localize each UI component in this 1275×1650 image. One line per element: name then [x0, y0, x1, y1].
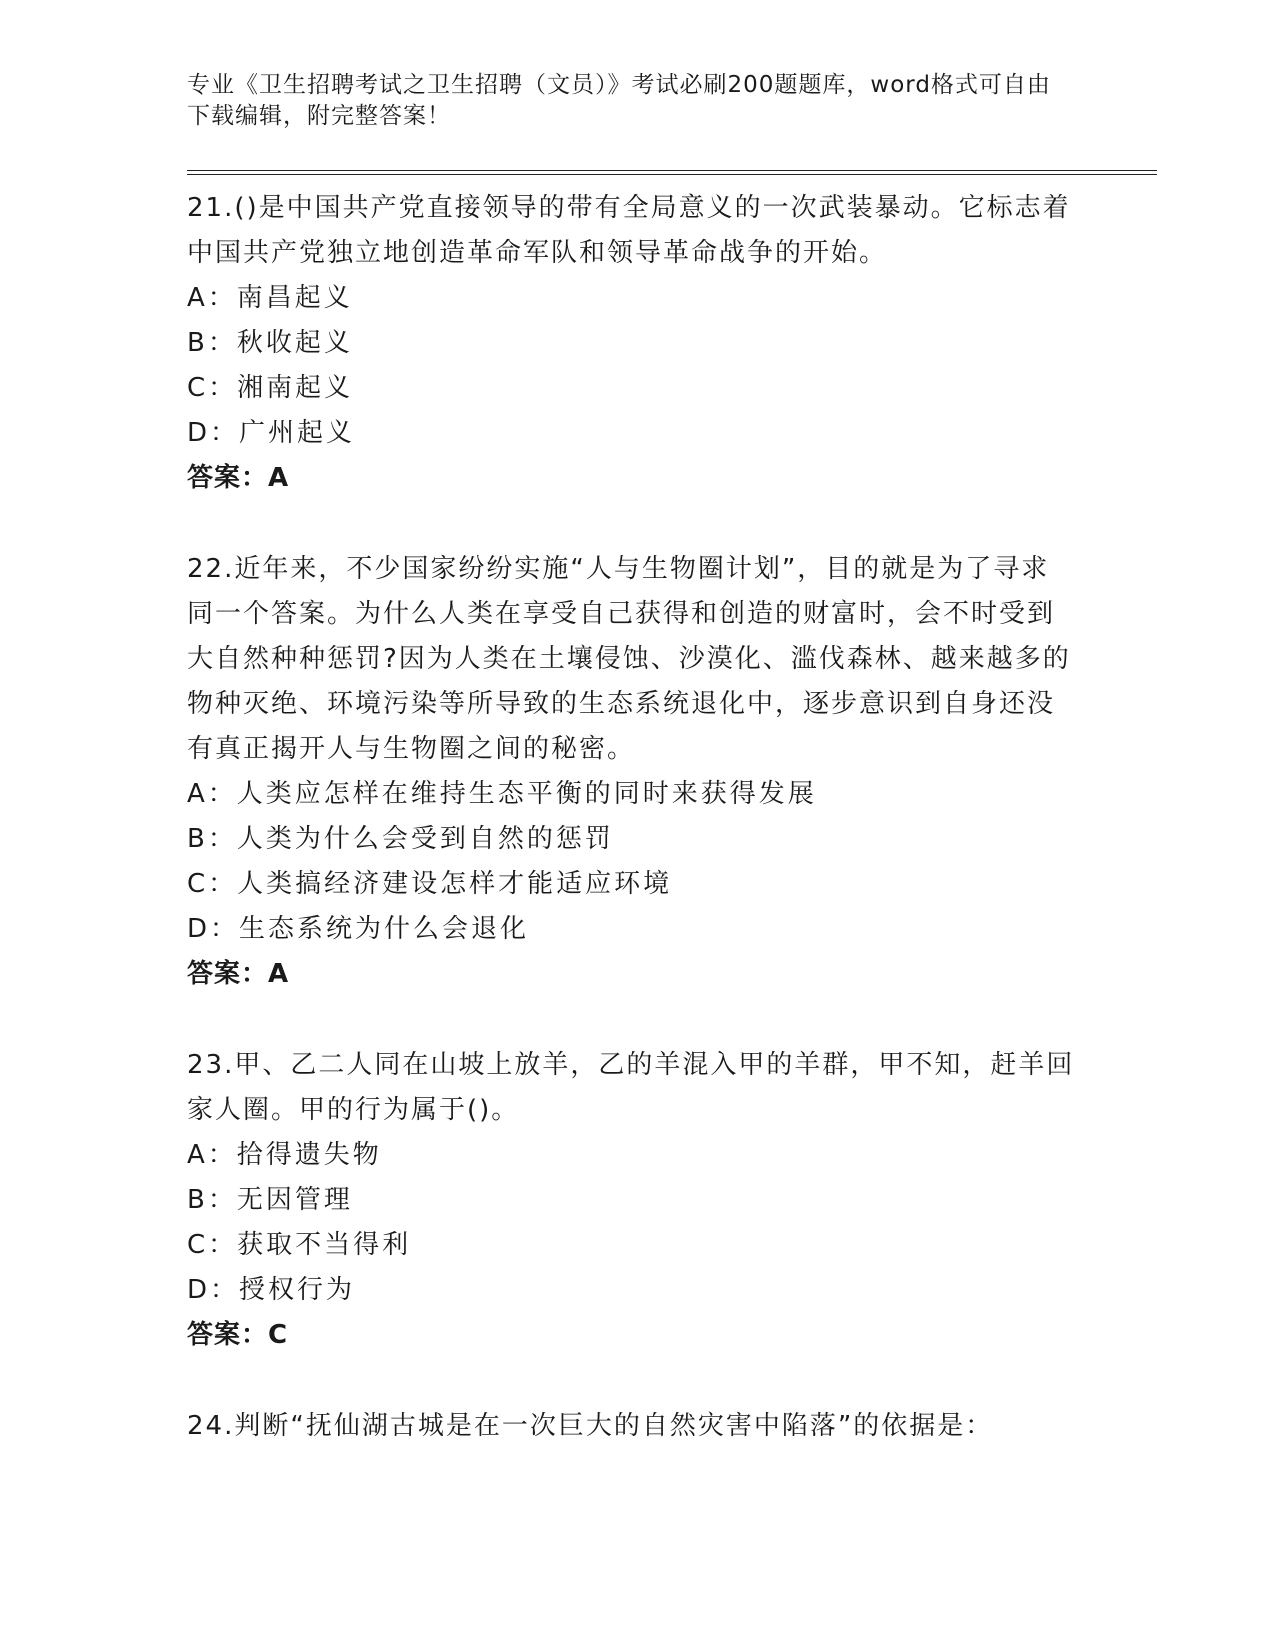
question-item	[187, 1043, 1077, 1358]
option-c: C：人类搞经济建设怎样才能适应环境	[187, 869, 673, 899]
option-b: B：无因管理	[187, 1185, 353, 1215]
option-b: B：秋收起义	[187, 328, 353, 358]
question-stem: 23.甲、乙二人同在山坡上放羊，乙的羊混入甲的羊群，甲不知，赶羊回家人圈。甲的行为属于()。	[187, 1050, 1075, 1125]
header-divider	[187, 170, 1157, 175]
answer-line: 答案：A	[187, 463, 290, 493]
question-list	[187, 186, 1077, 1449]
question-item	[187, 547, 1077, 997]
document-page	[187, 70, 1157, 1495]
option-c: C：获取不当得利	[187, 1230, 412, 1260]
option-c: C：湘南起义	[187, 373, 354, 403]
option-d: D：生态系统为什么会退化	[187, 914, 530, 944]
document-header: 专业《卫生招聘考试之卫生招聘（文员）》考试必刷200题题库，word格式可自由下载编辑，附完整答案！	[187, 72, 1051, 129]
question-stem: 24.判断“抚仙湖古城是在一次巨大的自然灾害中陷落”的依据是：	[187, 1411, 994, 1441]
answer-line: 答案：A	[187, 959, 290, 989]
question-stem: 22.近年来，不少国家纷纷实施“人与生物圈计划”，目的就是为了寻求同一个答案。为什么人类在享受自己获得和创造的财富时，会不时受到大自然种种惩罚?因为人类在土壤侵蚀、沙漠化、滥伐森林、越来越多的物种灭绝、环境污染等所导致的生态系统退化中，逐步意识到自身还没有真正揭开人与生物圈之间的秘密。	[187, 554, 1071, 764]
answer-line: 答案：C	[187, 1320, 289, 1350]
option-d: D：授权行为	[187, 1275, 356, 1305]
option-a: A：南昌起义	[187, 283, 353, 313]
option-d: D：广州起义	[187, 418, 356, 448]
question-item	[187, 1404, 1077, 1449]
option-b: B：人类为什么会受到自然的惩罚	[187, 824, 614, 854]
question-stem: 21.()是中国共产党直接领导的带有全局意义的一次武装暴动。它标志着中国共产党独立地创造革命军队和领导革命战争的开始。	[187, 193, 1071, 268]
question-item	[187, 186, 1077, 501]
option-a: A：人类应怎样在维持生态平衡的同时来获得发展	[187, 779, 817, 809]
option-a: A：拾得遗失物	[187, 1140, 382, 1170]
